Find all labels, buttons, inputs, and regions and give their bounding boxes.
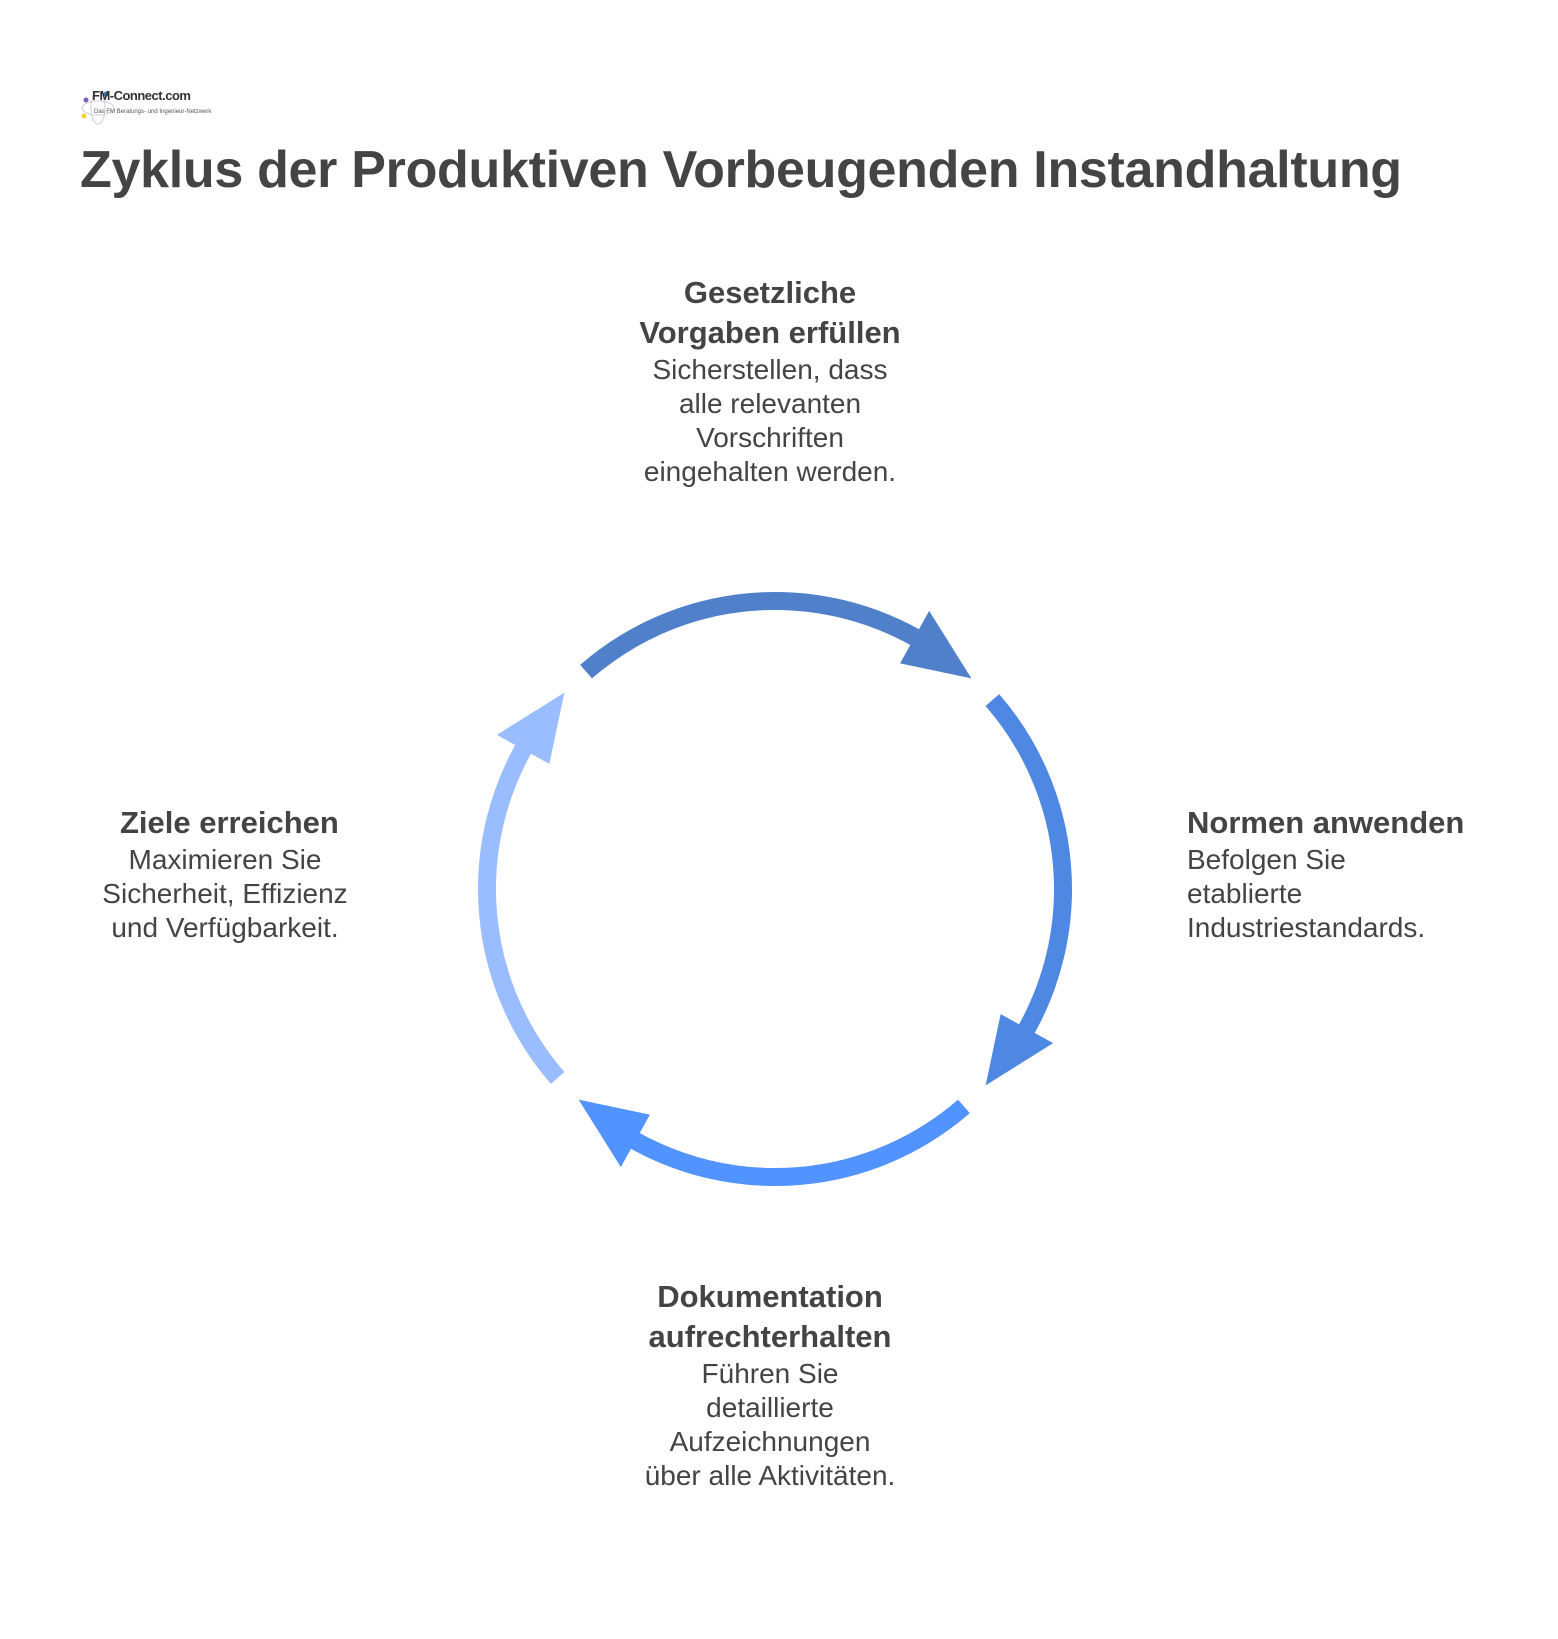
top-arrow-head-icon (900, 611, 971, 678)
node-body: etablierte (1187, 878, 1303, 909)
node-heading: Vorgaben erfüllen (639, 315, 901, 350)
node-body: Maximieren Sie (128, 844, 322, 875)
node-achieve-goals (50, 803, 400, 945)
node-body: über alle Aktivitäten. (644, 1460, 896, 1491)
node-body: Führen Sie (701, 1358, 839, 1389)
left-arrow-head-icon (497, 693, 564, 764)
node-body: und Verfügbarkeit. (111, 912, 339, 943)
page-title: Zyklus der Produktiven Vorbeugenden Instandhaltung (80, 141, 1402, 199)
node-heading: Gesetzliche (683, 275, 857, 310)
node-heading: Dokumentation (657, 1279, 883, 1314)
node-maintain-documentation (580, 1277, 960, 1493)
node-apply-standards (1187, 803, 1547, 945)
node-body: Sicherheit, Effizienz (102, 878, 348, 909)
bottom-arrow-arc (627, 1106, 964, 1177)
node-body: Aufzeichnungen (669, 1426, 871, 1457)
node-legal-requirements (580, 273, 960, 489)
node-body: Befolgen Sie (1187, 844, 1346, 875)
node-body: detaillierte (706, 1392, 834, 1423)
right-arrow-head-icon (986, 1014, 1053, 1085)
node-heading: Normen anwenden (1187, 805, 1465, 840)
node-body: Industriestandards. (1187, 912, 1426, 943)
top-arrow-arc (586, 601, 923, 672)
node-heading: aufrechterhalten (648, 1319, 892, 1354)
node-body: Sicherstellen, dass (652, 354, 888, 385)
right-arrow-arc (992, 700, 1063, 1037)
left-arrow-arc (487, 741, 558, 1078)
node-heading: Ziele erreichen (120, 805, 339, 840)
node-body: Vorschriften (696, 422, 844, 453)
bottom-arrow-head-icon (579, 1100, 650, 1167)
logo-text: FM-Connect.com (92, 88, 191, 103)
node-body: eingehalten werden. (643, 456, 897, 487)
logo-tagline: Das FM Beratungs- und Ingenieur-Netzwerk (94, 109, 212, 115)
node-body: alle relevanten (678, 388, 862, 419)
